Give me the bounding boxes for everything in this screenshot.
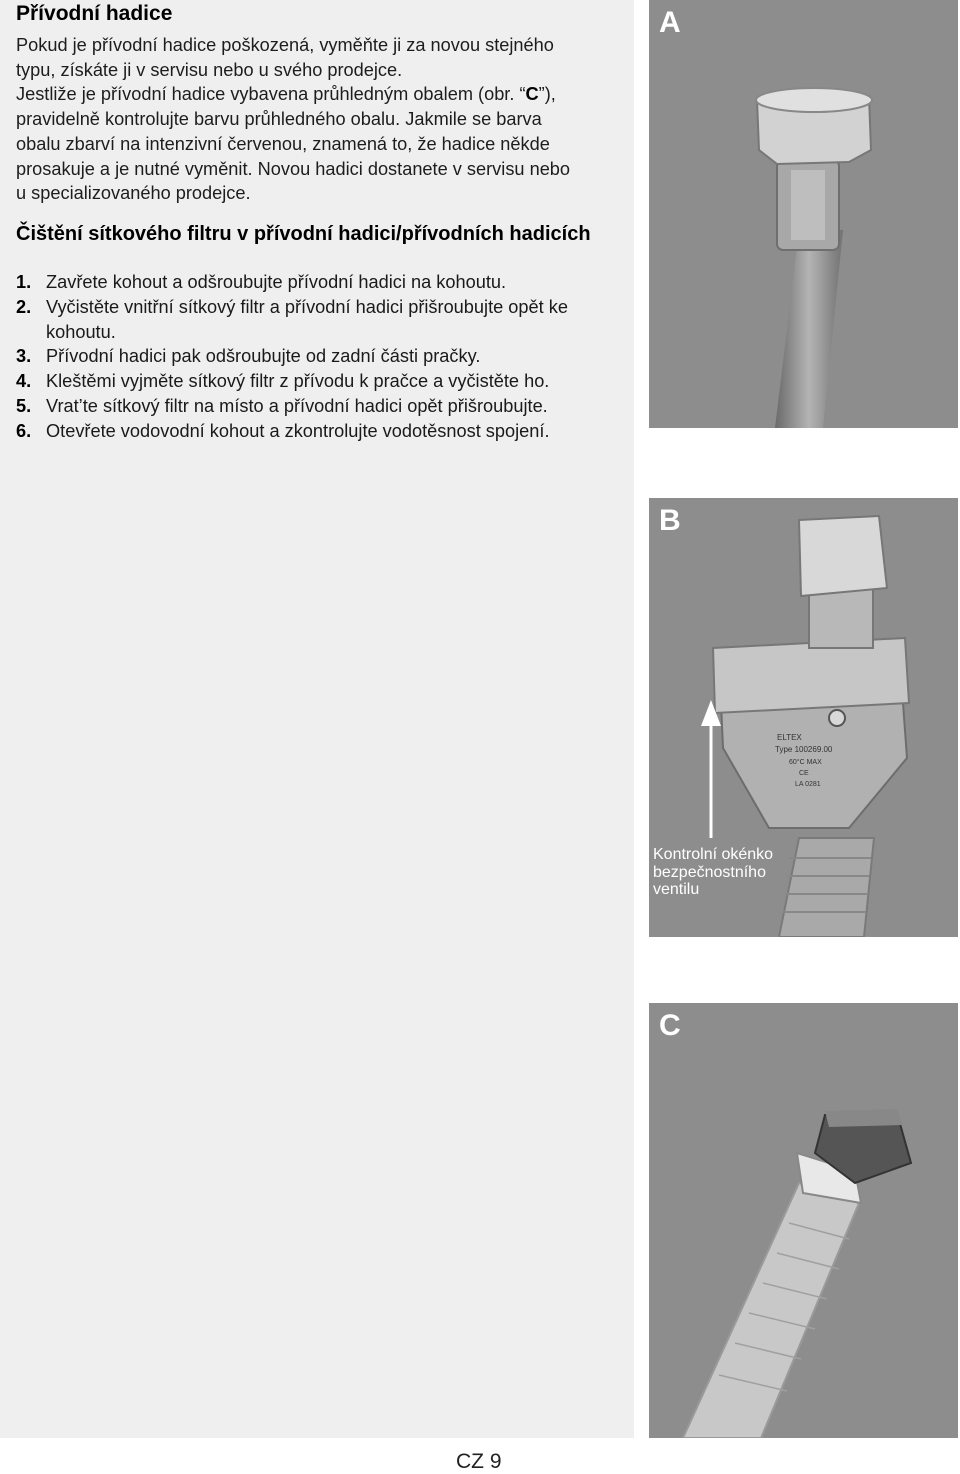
list-item: 6. Otevřete vodovodní kohout a zkontrolujte vodotěsnost spojení. <box>16 420 550 441</box>
para-line: pravidelně kontrolujte barvu průhledného obalu. Jakmile se barva <box>16 109 542 130</box>
caption-safety-valve-window <box>653 846 813 899</box>
para-line: ”), <box>538 84 556 105</box>
page-number: CZ 9 <box>456 1450 502 1473</box>
section-title-inlet-hose: Přívodní hadice <box>16 2 173 25</box>
list-item: 1. Zavřete kohout a odšroubujte přívodní hadici na kohoutu. <box>16 272 507 292</box>
cleaning-steps-list <box>16 270 628 444</box>
valve-marking: ELTEX <box>777 733 802 742</box>
para-line: prosakuje a je nutné vyměnit. Novou hadici dostanete v servisu nebo <box>16 158 571 179</box>
para-line: u specializovaného prodejce. <box>16 183 251 204</box>
caption-line: Kontrolní okénko <box>653 846 774 863</box>
valve-marking: 60°C MAX <box>789 759 822 766</box>
photo-b-safety-valve <box>649 498 958 937</box>
photo-a-inlet-hose <box>649 0 958 428</box>
caption-line: bezpečnostního <box>653 863 766 881</box>
caption-line: ventilu <box>653 881 700 898</box>
para-line: obalu zbarví na intenzivní červenou, znamená to, že hadice někde <box>16 133 550 154</box>
valve-marking: LA 0281 <box>795 781 821 788</box>
valve-marking: CE <box>799 770 809 777</box>
list-item: 5. Vrat’te sítkový filtr na místo a přívodní hadici opět přišroubujte. <box>16 395 548 416</box>
inlet-hose-paragraph <box>16 33 628 206</box>
transparent-hose-illustration <box>649 1003 958 1438</box>
para-line: Jestliže je přívodní hadice vybavena průhledným obalem (obr. “ <box>16 84 526 105</box>
list-item: 2. Vyčistěte vnitřní sítkový filtr a přívodní hadici přišroubujte opět ke kohoutu. <box>16 296 568 342</box>
figure-reference: C <box>525 84 539 105</box>
list-item: 3. Přívodní hadici pak odšroubujte od zadní části pračky. <box>16 346 481 367</box>
figure-label-b: B <box>659 504 681 537</box>
para-line: typu, získáte ji v servisu nebo u svého prodejce. <box>16 59 403 80</box>
list-item: 4. Kleštěmi vyjměte sítkový filtr z přívodu k pračce a vyčistěte ho. <box>16 371 550 392</box>
section-title-filter-cleaning: Čištění sítkového filtru v přívodní hadici/přívodních hadicích <box>16 223 591 245</box>
hose-illustration <box>649 0 958 428</box>
para-line: Pokud je přívodní hadice poškozená, vyměňte ji za novou stejného <box>16 35 554 55</box>
valve-marking: Type 100269.00 <box>775 745 833 754</box>
figure-label-a: A <box>659 6 681 39</box>
figure-label-c: C <box>659 1009 681 1042</box>
photo-c-transparent-hose <box>649 1003 958 1438</box>
